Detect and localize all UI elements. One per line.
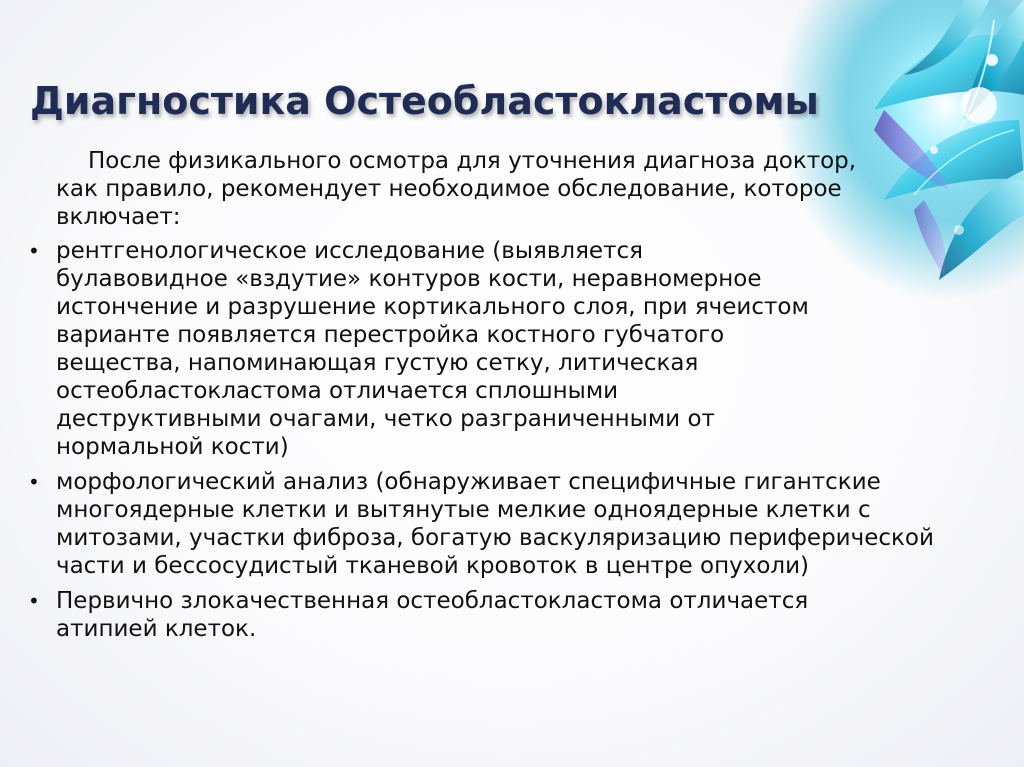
intro-paragraph: После физикального осмотра для уточнения диагноза доктор, как правило, рекомендует необходимое обследование, которое включает: (56, 148, 857, 230)
bullet-text: рентгенологическое исследование (выявляется булавовидное «вздутие» контуров кости, неравномерное истончение и разрушение кортикального слоя, при ячеистом варианте появляется перестройка костного губчатого вещества, напоминающая густую сетку, литическая остеобластокластома отличается сплошными деструктивными очагами, четко разграниченными от нормальной кости) (56, 238, 809, 460)
bullet-text: морфологический анализ (обнаруживает специфичные гигантские многоядерные клетки и вытянутые мелкие одноядерные клетки с митозами, участки фиброза, богатую васкуляризацию периферической части и бессосудистый тканевой кровоток в центре опухоли) (56, 469, 934, 579)
slide-title: Диагностика Остеобластокластомы (30, 79, 819, 123)
bullet-marker: • (28, 470, 40, 494)
bullet-text: Первично злокачественная остеобластокластома отличается атипией клеток. (56, 588, 809, 642)
bullet-item-malignant (24, 587, 816, 643)
bullet-marker: • (28, 589, 40, 613)
slide-body (24, 147, 954, 650)
bullet-list (24, 237, 954, 643)
bullet-item-morphology (24, 468, 956, 580)
bullet-marker: • (28, 239, 40, 263)
bullet-item-xray (24, 237, 816, 461)
